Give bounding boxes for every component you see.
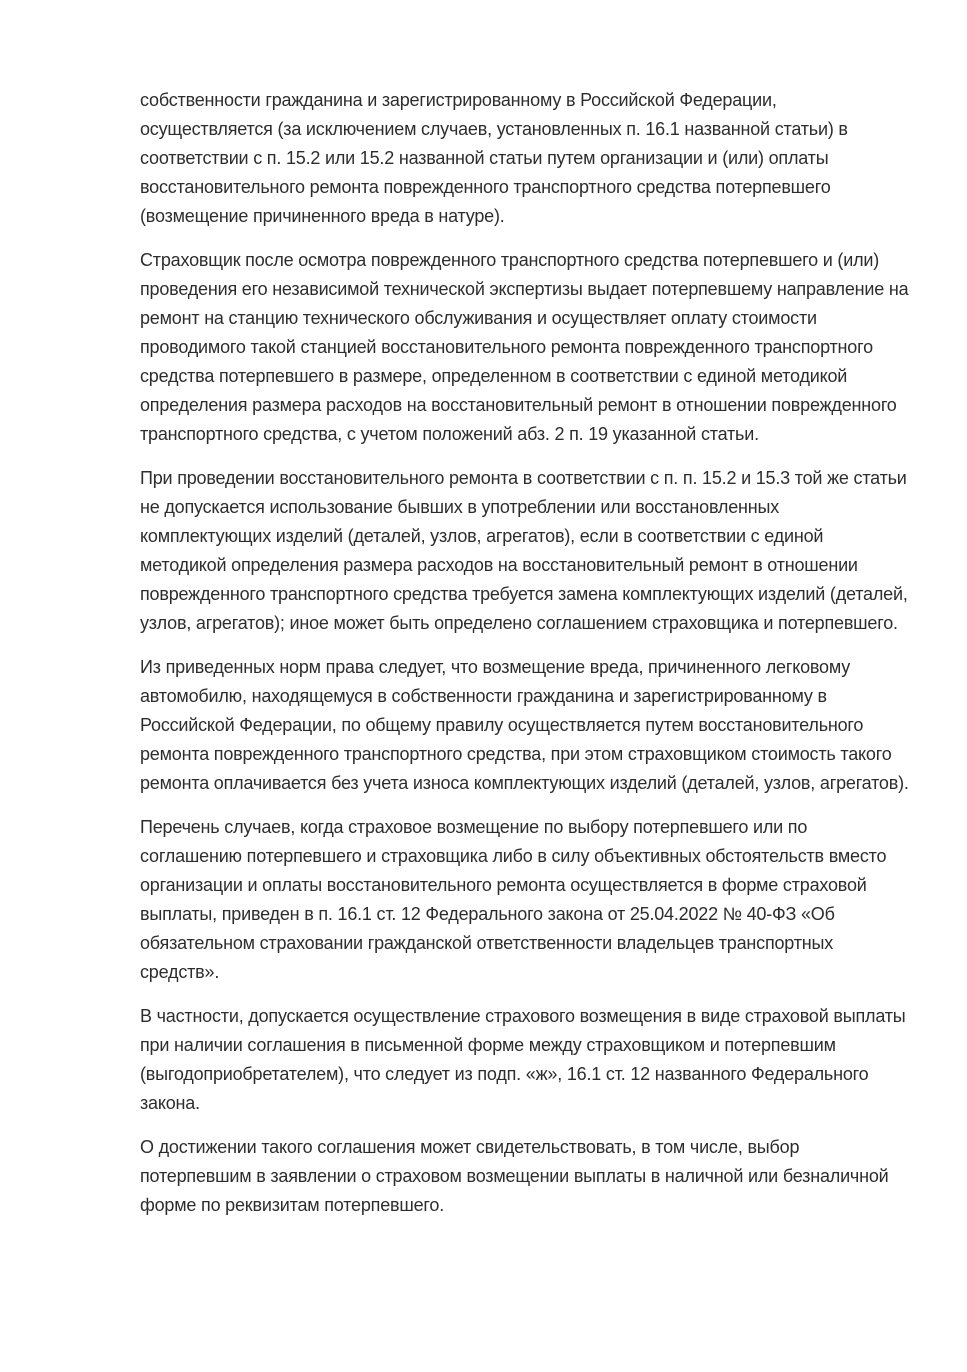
paragraph: При проведении восстановительного ремонта в соответствии с п. п. 15.2 и 15.3 той же статьи не допускается использование бывших в употреблении или восстановленных комплектующих изделий (деталей, узлов, агрегатов), если в соответствии с единой методикой определения размера расходов на восстановительный ремонт в отношении поврежденного транспортного средства требуется замена комплектующих изделий (деталей, узлов, агрегатов); иное может быть определено соглашением страховщика и потерпевшего. <box>140 468 908 633</box>
paragraph: собственности гражданина и зарегистрированному в Российской Федерации, осуществляется (за исключением случаев, установленных п. 16.1 названной статьи) в соответствии с п. 15.2 или 15.2 названной статьи путем организации и (или) оплаты восстановительного ремонта поврежденного транспортного средства потерпевшего (возмещение причиненного вреда в натуре). <box>140 90 848 226</box>
paragraph: Перечень случаев, когда страховое возмещение по выбору потерпевшего или по соглашению потерпевшего и страховщика либо в силу объективных обстоятельств вместо организации и оплаты восстановительного ремонта осуществляется в форме страховой выплаты, приведен в п. 16.1 ст. 12 Федерального закона от 25.04.2022 № 40-ФЗ «Об обязательном страховании гражданской ответственности владельцев транспортных средств». <box>140 817 887 982</box>
paragraph: О достижении такого соглашения может свидетельствовать, в том числе, выбор потерпевшим в заявлении о страховом возмещении выплаты в наличной или безналичной форме по реквизитам потерпевшего. <box>140 1137 889 1215</box>
paragraph: Из приведенных норм права следует, что возмещение вреда, причиненного легковому автомобилю, находящемуся в собственности гражданина и зарегистрированному в Российской Федерации, по общему правилу осуществляется путем восстановительного ремонта поврежденного транспортного средства, при этом страховщиком стоимость такого ремонта оплачивается без учета износа комплектующих изделий (деталей, узлов, агрегатов). <box>140 657 909 793</box>
paragraph: В частности, допускается осуществление страхового возмещения в виде страховой выплаты при наличии соглашения в письменной форме между страховщиком и потерпевшим (выгодоприобретателем), что следует из подп. «ж», 16.1 ст. 12 названного Федерального закона. <box>140 1006 906 1113</box>
paragraph: Страховщик после осмотра поврежденного транспортного средства потерпевшего и (или) проведения его независимой технической экспертизы выдает потерпевшему направление на ремонт на станцию технического обслуживания и осуществляет оплату стоимости проводимого такой станцией восстановительного ремонта поврежденного транспортного средства потерпевшего в размере, определенном в соответствии с единой методикой определения размера расходов на восстановительный ремонт в отношении поврежденного транспортного средства, с учетом положений абз. 2 п. 19 указанной статьи. <box>140 250 909 444</box>
